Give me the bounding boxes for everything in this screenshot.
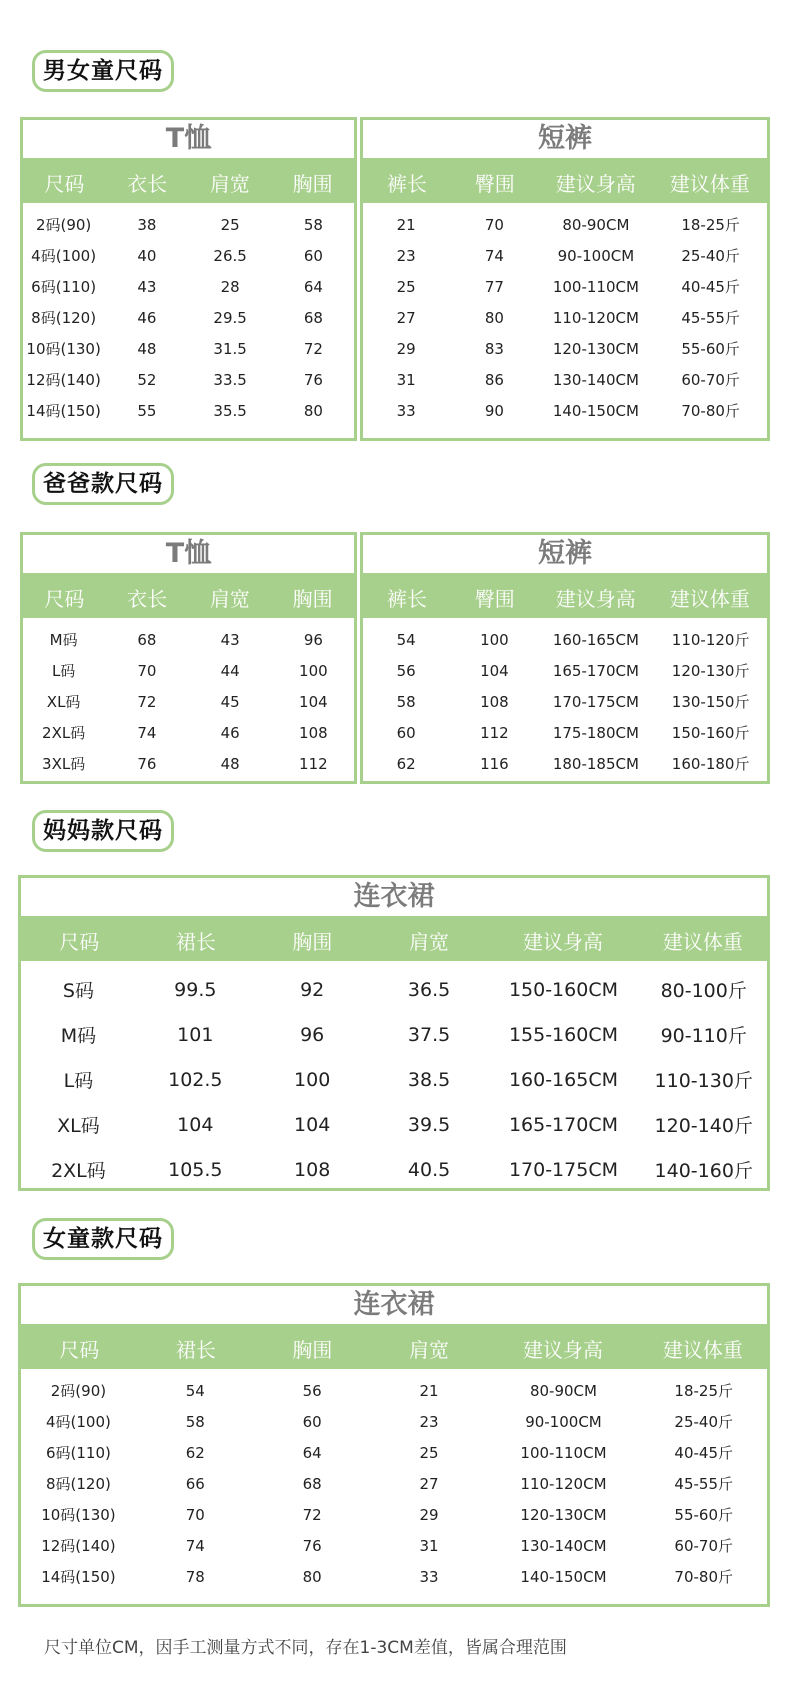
cell: 35.5	[213, 401, 247, 420]
cell: 104	[177, 1113, 214, 1136]
cell: 160-165CM	[552, 630, 639, 649]
cell: 112	[299, 754, 328, 773]
cell: 45-55斤	[681, 309, 740, 327]
table-body	[20, 618, 357, 784]
table-row	[20, 1057, 768, 1102]
table-row	[22, 717, 355, 748]
cell: 29	[419, 1505, 439, 1524]
cell: 18-25斤	[681, 216, 740, 234]
cell: 70-80斤	[681, 402, 740, 420]
cell: 38.5	[407, 1068, 451, 1091]
cell: 62	[396, 754, 416, 773]
cell: 58	[303, 215, 323, 234]
cell: 33.5	[213, 370, 247, 389]
cell: 130-150斤	[671, 693, 750, 711]
table-row	[22, 209, 355, 240]
table-row	[22, 624, 355, 655]
kids-shorts-table	[360, 117, 770, 441]
cell: 40	[137, 246, 157, 265]
section-title-dad: 爸爸款尺码	[32, 463, 174, 505]
cell: 110-120CM	[552, 308, 639, 327]
col-header: 裙长	[175, 1337, 216, 1362]
cell: 31.5	[213, 339, 247, 358]
cell: 31	[419, 1536, 439, 1555]
cell: 68	[302, 1474, 322, 1493]
cell: 80-90CM	[529, 1381, 597, 1400]
cell: 12码(140)	[26, 371, 101, 389]
cell: 33	[396, 401, 416, 420]
cell: 110-130斤	[654, 1070, 753, 1092]
cell: 25-40斤	[674, 1413, 734, 1431]
cell: 108	[294, 1158, 331, 1181]
table-body	[20, 203, 357, 441]
cell: 120-130CM	[552, 339, 639, 358]
col-header: 臀围	[474, 586, 515, 611]
cell: 14码(150)	[41, 1568, 116, 1586]
cell: 64	[303, 277, 323, 296]
cell: M码	[60, 1025, 97, 1047]
cell: 45	[220, 692, 240, 711]
cell: 90-100CM	[525, 1412, 602, 1431]
col-header: 建议体重	[662, 929, 743, 954]
cell: 80	[484, 308, 504, 327]
table-row	[22, 748, 355, 779]
cell: 28	[220, 277, 240, 296]
table-row	[20, 1102, 768, 1147]
cell: 102.5	[168, 1068, 223, 1091]
col-header: 胸围	[292, 929, 333, 954]
cell: 45-55斤	[674, 1475, 734, 1493]
cell: 25-40斤	[681, 247, 740, 265]
cell: 101	[177, 1023, 214, 1046]
col-header: 裤长	[386, 171, 427, 196]
col-header: 建议身高	[555, 171, 636, 196]
girls-dress-table	[18, 1283, 770, 1607]
kids-tshirt-table	[20, 117, 357, 441]
cell: 80	[303, 401, 323, 420]
col-header: 建议身高	[555, 586, 636, 611]
cell: 27	[396, 308, 416, 327]
table-row	[362, 209, 768, 240]
cell: S码	[62, 980, 94, 1002]
cell: 58	[396, 692, 416, 711]
cell: 110-120CM	[520, 1474, 607, 1493]
cell: 4码(100)	[45, 1413, 111, 1431]
cell: 70	[484, 215, 504, 234]
table-row	[362, 364, 768, 395]
col-header: 衣长	[127, 171, 168, 196]
cell: 70	[185, 1505, 205, 1524]
cell: 18-25斤	[674, 1382, 734, 1400]
cell: 99.5	[174, 978, 217, 1001]
cell: 2XL码	[42, 724, 86, 742]
cell: 175-180CM	[552, 723, 639, 742]
cell: 90-110斤	[660, 1025, 747, 1047]
cell: 104	[480, 661, 509, 680]
cell: 56	[396, 661, 416, 680]
cell: 14码(150)	[26, 402, 101, 420]
dad-shorts-table	[360, 532, 770, 784]
cell: 26.5	[213, 246, 247, 265]
cell: XL码	[57, 1115, 100, 1137]
cell: 100	[294, 1068, 331, 1091]
table-header	[21, 919, 767, 961]
cell: 165-170CM	[508, 1113, 618, 1136]
table-row	[20, 1147, 768, 1192]
cell: 62	[185, 1443, 205, 1462]
cell: 55-60斤	[681, 340, 740, 358]
cell: 120-130斤	[671, 662, 750, 680]
table-row	[20, 967, 768, 1012]
table-header	[363, 161, 767, 203]
cell: 10码(130)	[41, 1506, 116, 1524]
cell: 170-175CM	[508, 1158, 618, 1181]
table-row	[362, 686, 768, 717]
cell: 170-175CM	[552, 692, 639, 711]
col-header: 尺码	[44, 586, 85, 611]
cell: 43	[220, 630, 240, 649]
cell: 130-140CM	[552, 370, 639, 389]
cell: 44	[220, 661, 240, 680]
cell: 54	[185, 1381, 205, 1400]
section-title-kids: 男女童尺码	[32, 50, 174, 92]
cell: 108	[480, 692, 509, 711]
section-title-girls: 女童款尺码	[32, 1218, 174, 1260]
cell: 76	[137, 754, 157, 773]
cell: 74	[185, 1536, 205, 1555]
cell: 3XL码	[42, 755, 86, 773]
cell: 80-90CM	[562, 215, 630, 234]
cell: 12码(140)	[41, 1537, 116, 1555]
cell: 29.5	[213, 308, 247, 327]
col-header: 建议体重	[662, 1337, 743, 1362]
col-header: 胸围	[292, 171, 333, 196]
table-row	[362, 717, 768, 748]
cell: 120-130CM	[520, 1505, 607, 1524]
table-body	[360, 203, 770, 441]
cell: 100	[480, 630, 509, 649]
cell: 52	[137, 370, 157, 389]
col-header: 臀围	[474, 171, 515, 196]
table-row	[362, 302, 768, 333]
cell: 74	[484, 246, 504, 265]
dad-tshirt-table	[20, 532, 357, 784]
cell: 77	[484, 277, 504, 296]
cell: 150-160斤	[671, 724, 750, 742]
cell: M码	[49, 631, 78, 649]
table-row	[20, 1012, 768, 1057]
col-header: 胸围	[292, 586, 333, 611]
cell: 76	[302, 1536, 322, 1555]
cell: 8码(120)	[31, 309, 97, 327]
cell: 90-100CM	[557, 246, 635, 265]
cell: 140-160斤	[654, 1160, 753, 1182]
cell: 72	[303, 339, 323, 358]
table-row	[362, 271, 768, 302]
table-body	[18, 961, 770, 1191]
cell: 55-60斤	[674, 1506, 734, 1524]
cell: 48	[220, 754, 240, 773]
cell: 100	[299, 661, 328, 680]
table-title: 短裤	[363, 535, 767, 576]
cell: 100-110CM	[552, 277, 639, 296]
table-row	[22, 395, 355, 426]
cell: 160-180斤	[671, 755, 750, 773]
cell: 140-150CM	[552, 401, 639, 420]
cell: 25	[396, 277, 416, 296]
cell: 104	[294, 1113, 331, 1136]
cell: 55	[137, 401, 157, 420]
table-row	[20, 1406, 768, 1437]
cell: 83	[484, 339, 504, 358]
cell: 33	[419, 1567, 439, 1586]
footnote: 尺寸单位CM，因手工测量方式不同，存在1-3CM差值，皆属合理范围	[44, 1638, 567, 1658]
cell: 23	[396, 246, 416, 265]
table-row	[22, 364, 355, 395]
table-row	[362, 748, 768, 779]
cell: 116	[480, 754, 509, 773]
table-header	[23, 161, 354, 203]
col-header: 建议体重	[669, 171, 750, 196]
cell: 74	[137, 723, 157, 742]
cell: 180-185CM	[552, 754, 639, 773]
cell: 80	[302, 1567, 322, 1586]
table-row	[20, 1561, 768, 1592]
col-header: 尺码	[59, 929, 100, 954]
cell: 68	[137, 630, 157, 649]
cell: 92	[300, 978, 325, 1001]
cell: 150-160CM	[508, 978, 618, 1001]
cell: 130-140CM	[520, 1536, 607, 1555]
table-row	[362, 240, 768, 271]
cell: 25	[419, 1443, 439, 1462]
col-header: 尺码	[44, 171, 85, 196]
cell: 37.5	[407, 1023, 451, 1046]
cell: 160-165CM	[508, 1068, 618, 1091]
col-header: 裙长	[175, 929, 216, 954]
col-header: 肩宽	[408, 1337, 449, 1362]
section-title-mom: 妈妈款尺码	[32, 810, 174, 852]
cell: 21	[396, 215, 416, 234]
col-header: 胸围	[292, 1337, 333, 1362]
cell: 140-150CM	[520, 1567, 607, 1586]
cell: 78	[185, 1567, 205, 1586]
cell: 46	[137, 308, 157, 327]
table-row	[362, 655, 768, 686]
cell: 40.5	[407, 1158, 451, 1181]
cell: 38	[137, 215, 157, 234]
cell: 76	[303, 370, 323, 389]
cell: 80-100斤	[660, 980, 747, 1002]
cell: 110-120斤	[671, 631, 750, 649]
table-row	[362, 395, 768, 426]
cell: 40-45斤	[681, 278, 740, 296]
table-header	[363, 576, 767, 618]
table-row	[22, 333, 355, 364]
cell: 60	[303, 246, 323, 265]
table-title: 连衣裙	[21, 878, 767, 919]
col-header: 肩宽	[209, 586, 250, 611]
cell: 70-80斤	[674, 1568, 734, 1586]
cell: 58	[185, 1412, 205, 1431]
cell: 23	[419, 1412, 439, 1431]
col-header: 裤长	[386, 586, 427, 611]
cell: 48	[137, 339, 157, 358]
table-row	[362, 624, 768, 655]
table-title: T恤	[23, 535, 354, 576]
cell: XL码	[46, 693, 81, 711]
cell: 105.5	[168, 1158, 223, 1181]
cell: 86	[484, 370, 504, 389]
table-title: 短裤	[363, 120, 767, 161]
cell: 8码(120)	[45, 1475, 111, 1493]
cell: 60	[396, 723, 416, 742]
cell: 66	[185, 1474, 205, 1493]
col-header: 建议体重	[669, 586, 750, 611]
table-row	[22, 240, 355, 271]
table-body	[18, 1369, 770, 1607]
col-header: 建议身高	[523, 1337, 604, 1362]
cell: 155-160CM	[508, 1023, 618, 1046]
table-row	[20, 1437, 768, 1468]
cell: 2XL码	[51, 1160, 106, 1182]
cell: L码	[51, 662, 76, 680]
cell: 104	[299, 692, 328, 711]
cell: 29	[396, 339, 416, 358]
cell: 4码(100)	[31, 247, 97, 265]
table-row	[22, 302, 355, 333]
cell: 54	[396, 630, 416, 649]
col-header: 肩宽	[408, 929, 449, 954]
table-header	[23, 576, 354, 618]
cell: 2码(90)	[50, 1382, 107, 1400]
cell: 108	[299, 723, 328, 742]
cell: 165-170CM	[552, 661, 639, 680]
cell: 60-70斤	[674, 1537, 734, 1555]
cell: 10码(130)	[26, 340, 101, 358]
cell: 72	[137, 692, 157, 711]
cell: 40-45斤	[674, 1444, 734, 1462]
table-title: 连衣裙	[21, 1286, 767, 1327]
cell: 56	[302, 1381, 322, 1400]
cell: 90	[484, 401, 504, 420]
table-row	[22, 655, 355, 686]
table-row	[362, 333, 768, 364]
table-row	[20, 1530, 768, 1561]
cell: 36.5	[407, 978, 451, 1001]
cell: 60-70斤	[681, 371, 740, 389]
cell: 27	[419, 1474, 439, 1493]
cell: 120-140斤	[654, 1115, 753, 1137]
cell: 6码(110)	[45, 1444, 111, 1462]
cell: 39.5	[407, 1113, 451, 1136]
cell: 25	[220, 215, 240, 234]
cell: L码	[63, 1070, 94, 1092]
cell: 72	[302, 1505, 322, 1524]
table-row	[22, 271, 355, 302]
table-row	[20, 1499, 768, 1530]
table-header	[21, 1327, 767, 1369]
col-header: 衣长	[127, 586, 168, 611]
col-header: 尺码	[59, 1337, 100, 1362]
cell: 43	[137, 277, 157, 296]
table-title: T恤	[23, 120, 354, 161]
cell: 31	[396, 370, 416, 389]
cell: 70	[137, 661, 157, 680]
col-header: 建议身高	[523, 929, 604, 954]
cell: 60	[302, 1412, 322, 1431]
cell: 96	[300, 1023, 325, 1046]
cell: 6码(110)	[31, 278, 97, 296]
cell: 96	[303, 630, 323, 649]
cell: 21	[419, 1381, 439, 1400]
cell: 2码(90)	[35, 216, 92, 234]
table-body	[360, 618, 770, 784]
cell: 68	[303, 308, 323, 327]
table-row	[20, 1468, 768, 1499]
cell: 100-110CM	[520, 1443, 607, 1462]
table-row	[20, 1375, 768, 1406]
cell: 64	[302, 1443, 322, 1462]
cell: 112	[480, 723, 509, 742]
mom-dress-table	[18, 875, 770, 1191]
cell: 46	[220, 723, 240, 742]
col-header: 肩宽	[209, 171, 250, 196]
table-row	[22, 686, 355, 717]
